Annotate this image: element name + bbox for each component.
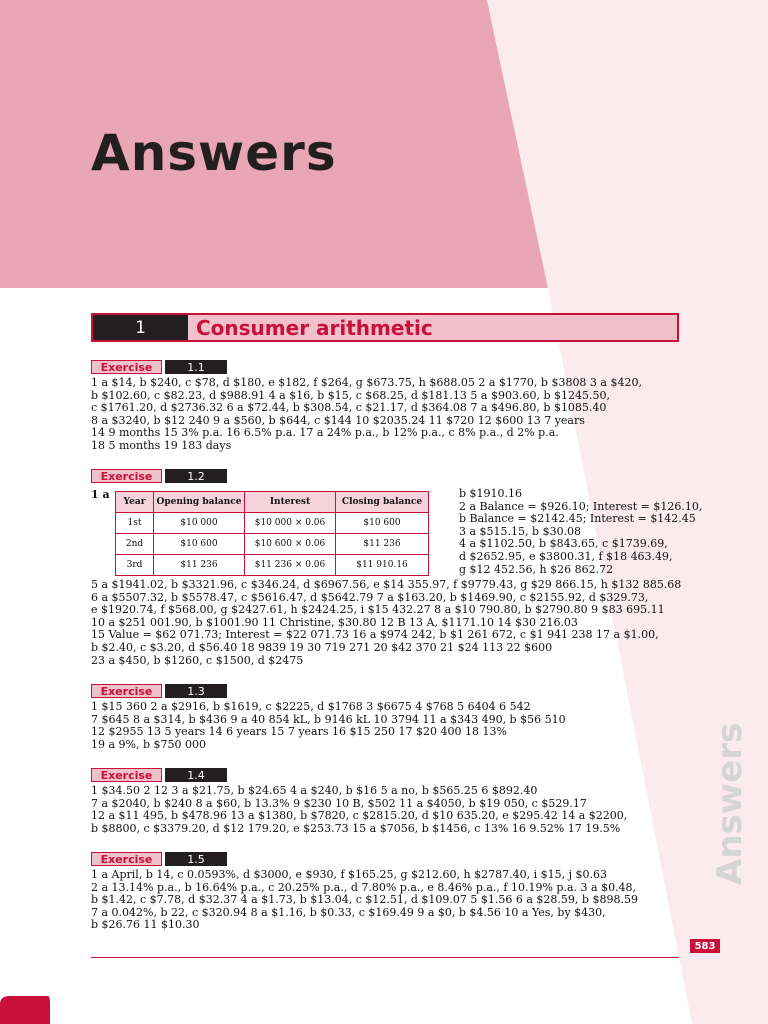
table-cell: $10 000 × 0.06 (245, 513, 336, 534)
chapter-header (91, 313, 679, 342)
exercise-answers-1-5 (91, 869, 638, 932)
table-header: Opening balance (154, 492, 245, 513)
exercise-label: Exercise (91, 469, 162, 483)
exercise-answers-1-3 (91, 701, 566, 751)
answer-line: 2 a Balance = $926.10; Interest = $126.10, (459, 499, 703, 513)
answer-line: 6 a $5507.32, b $5578.47, c $5616.47, d $5642.79 7 a $163.20, b $1469.90, c $2155.92, d $329.73, (91, 590, 649, 604)
answer-line: b $2.40, c $3.20, d $56.40 18 9839 19 30 719 271 20 $42 370 21 $24 113 22 $600 (91, 640, 553, 654)
exercise-number: 1.3 (165, 684, 227, 698)
table-cell: $10 600 (336, 513, 429, 534)
exercise-label: Exercise (91, 768, 162, 782)
answer-line: 18 5 months 19 183 days (91, 438, 232, 452)
answer-line: 1 $34.50 2 12 3 a $21.75, b $24.65 4 a $240, b $16 5 a no, b $565.25 6 $892.40 (91, 784, 538, 797)
answer-line: 3 a $515.15, b $30.08 (459, 524, 582, 538)
answer-line: 14 9 months 15 3% p.a. 16 6.5% p.a. 17 a 24% p.a., b 12% p.a., c 8% p.a., d 2% p.a. (91, 426, 559, 440)
answer-line: 8 a $3240, b $12 240 9 a $560, b $644, c $144 10 $2035.24 11 $720 12 $600 13 7 years (91, 413, 585, 427)
answer-line: 2 a 13.14% p.a., b 16.64% p.a., c 20.25% p.a., d 7.80% p.a., e 8.46% p.a., f 10.19% p.a. 3 a $0.48, (91, 880, 637, 894)
answer-line: 15 Value = $62 071.73; Interest = $22 071.73 16 a $974 242, b $1 261 672, c $1 941 238 17 a $1.00, (91, 628, 659, 642)
exercise-label: Exercise (91, 360, 162, 374)
table-header: Closing balance (336, 492, 429, 513)
footer-rule (91, 957, 679, 958)
answer-line: e $1920.74, f $568.00, g $2427.61, h $2424.25, i $15 432.27 8 a $10 790.80, b $2790.80 9 $83 695.11 (91, 603, 665, 617)
answer-line: d $2652.95, e $3800.31, f $18 463.49, (459, 549, 673, 563)
table-header: Interest (245, 492, 336, 513)
answer-line: 23 a $450, b $1260, c $1500, d $2475 (91, 653, 304, 667)
chapter-number: 1 (93, 315, 188, 340)
table-row (116, 513, 429, 534)
table-cell: $10 000 (154, 513, 245, 534)
table-row (116, 534, 429, 555)
answer-line: b $26.76 11 $10.30 (91, 918, 200, 932)
side-label: Answers (710, 722, 750, 885)
answer-line: 7 a $2040, b $240 8 a $60, b 13.3% 9 $230 10 B, $502 11 a $4050, b $19 050, c $529.17 (91, 796, 587, 810)
exercise-number: 1.2 (165, 469, 227, 483)
answer-line: b $102.60, c $82.23, d $988.91 4 a $16, b $15, c $68.25, d $181.13 5 a $903.60, b $1245.50, (91, 388, 610, 402)
answer-line: 7 $645 8 a $314, b $436 9 a 40 854 kL, b 9146 kL 10 3794 11 a $343 490, b $56 510 (91, 712, 566, 726)
exercise-answers-1-2 (91, 579, 681, 667)
exercise-heading-1-3 (91, 684, 227, 698)
exercise-answers-1-4 (91, 785, 627, 835)
answer-line: b $1.42, c $7.78, d $32.37 4 a $1.73, b $13.04, c $12.51, d $109.07 5 $1.56 6 a $28.59, b $898.59 (91, 893, 638, 907)
table-cell: 2nd (116, 534, 154, 555)
table-cell: $11 910.16 (336, 555, 429, 576)
table-cell: 1st (116, 513, 154, 534)
answer-line: 1 a $14, b $240, c $78, d $180, e $182, f $264, g $673.75, h $688.05 2 a $1770, b $3808 3 a $420, (91, 376, 642, 389)
answer-line: g $12 452.56, h $26 862.72 (459, 562, 614, 576)
page-title: Answers (91, 124, 337, 182)
answer-line: 5 a $1941.02, b $3321.96, c $346.24, d $6967.56, e $14 355.97, f $9779.43, g $29 866.15, h $132 885.68 (91, 578, 682, 591)
answer-line: c $1761.20, d $2736.32 6 a $72.44, b $308.54, c $21.17, d $364.08 7 a $496.80, b $1085.40 (91, 401, 607, 415)
chapter-title: Consumer arithmetic (196, 315, 433, 340)
exercise-heading-1-2 (91, 469, 227, 483)
answer-line: 7 a 0.042%, b 22, c $320.94 8 a $1.16, b $0.33, c $169.49 9 a $0, b $4.56 10 a Yes, by $430, (91, 905, 606, 919)
answer-line: b $1910.16 (459, 487, 523, 500)
answer-line: b $8800, c $3379.20, d $12 179.20, e $253.73 15 a $7056, b $1456, c 13% 16 9.52% 17 19.5% (91, 821, 621, 835)
exercise-label: Exercise (91, 684, 162, 698)
table-cell: $11 236 × 0.06 (245, 555, 336, 576)
table-cell: $10 600 (154, 534, 245, 555)
table-header: Year (116, 492, 154, 513)
answer-line: 1 $15 360 2 a $2916, b $1619, c $2225, d $1768 3 $6675 4 $768 5 6404 6 542 (91, 700, 531, 713)
answer-line: 19 a 9%, b $750 000 (91, 737, 207, 751)
exercise-number: 1.1 (165, 360, 227, 374)
answer-line: 12 $2955 13 5 years 14 6 years 15 7 years 16 $15 250 17 $20 400 18 13% (91, 725, 507, 739)
exercise-label: Exercise (91, 852, 162, 866)
table-row (116, 555, 429, 576)
table-question-label: 1 a (91, 488, 110, 501)
answer-line: 12 a $11 495, b $478.96 13 a $1380, b $7820, c $2815.20, d $10 635.20, e $295.42 14 a $2200, (91, 809, 628, 823)
exercise-heading-1-5 (91, 852, 227, 866)
table-cell: $10 600 × 0.06 (245, 534, 336, 555)
answer-line: b Balance = $2142.45; Interest = $142.45 (459, 512, 696, 526)
table-cell: 3rd (116, 555, 154, 576)
answer-line: 10 a $251 001.90, b $1001.90 11 Christine, $30.80 12 B 13 A, $1171.10 14 $30 216.03 (91, 615, 578, 629)
exercise-number: 1.4 (165, 768, 227, 782)
exercise-heading-1-1 (91, 360, 227, 374)
exercise-answers-1-1 (91, 377, 642, 453)
page-number: 583 (690, 939, 720, 953)
exercise-number: 1.5 (165, 852, 227, 866)
exercise-heading-1-4 (91, 768, 227, 782)
table-header-row (116, 492, 429, 513)
table-cell: $11 236 (154, 555, 245, 576)
answer-line: 1 a April, b 14, c 0.0593%, d $3000, e $930, f $165.25, g $212.60, h $2787.40, i $15, j $0.63 (91, 868, 607, 881)
table-cell: $11 236 (336, 534, 429, 555)
interest-table (115, 491, 429, 576)
exercise-answers-1-2-right (459, 488, 702, 576)
answer-line: 4 a $1102.50, b $843.65, c $1739.69, (459, 537, 668, 551)
